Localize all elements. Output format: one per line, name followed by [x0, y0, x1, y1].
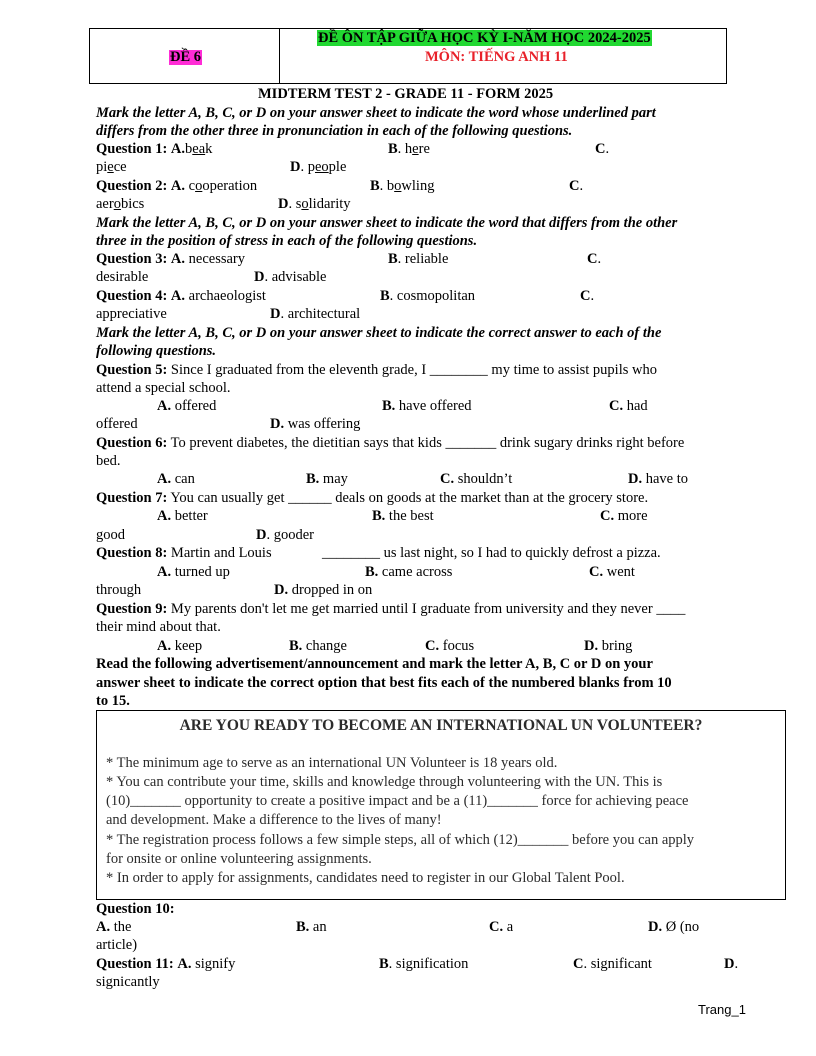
question-10-option-a[interactable]: A. the: [96, 919, 132, 935]
question-1-option-c-text: piece: [96, 159, 127, 175]
advertisement-line: and development. Make a difference to the lives of many!: [106, 812, 442, 828]
question-5-option-c-cont: offered: [96, 416, 138, 432]
question-label: Question 1:: [96, 141, 168, 157]
advertisement-box: [96, 710, 786, 900]
instruction-stress-line1: Mark the letter A, B, C, or D on your answer sheet to indicate the word that differs from the other: [96, 215, 678, 231]
question-5-stem: Question 5: Since I graduated from the eleventh grade, I ________ my time to assist pupils who: [96, 362, 657, 378]
question-9-stem-cont: their mind about that.: [96, 619, 221, 635]
advertisement-title: ARE YOU READY TO BECOME AN INTERNATIONAL UN VOLUNTEER?: [179, 717, 703, 734]
question-6-option-b[interactable]: B. may: [306, 471, 348, 487]
question-1-option-d[interactable]: D. people: [290, 159, 347, 175]
question-1-option-c-letter[interactable]: C.: [595, 141, 610, 157]
question-8-option-d[interactable]: D. dropped in on: [274, 582, 373, 598]
instruction-stress-line2: three in the position of stress in each of the following questions.: [96, 233, 478, 249]
question-2-option-c-letter[interactable]: C.: [569, 178, 584, 194]
question-6-option-c[interactable]: C. shouldn’t: [440, 471, 513, 487]
question-4-option-d[interactable]: D. architectural: [270, 306, 361, 322]
page-number: Trang_1: [698, 1002, 746, 1017]
question-9-option-d[interactable]: D. bring: [584, 638, 633, 654]
question-11-option-b[interactable]: B. signification: [379, 956, 469, 972]
question-3-line1: Question 3: A. necessary: [96, 251, 246, 267]
instruction-reading-line1: Read the following advertisement/announcement and mark the letter A, B, C or D on your: [96, 656, 653, 672]
question-3-option-c-text: desirable: [96, 269, 149, 285]
question-5-option-b[interactable]: B. have offered: [382, 398, 472, 414]
advertisement-line: * In order to apply for assignments, candidates need to register in our Global Talent Pool.: [106, 870, 625, 886]
instruction-correct-line1: Mark the letter A, B, C, or D on your answer sheet to indicate the correct answer to each of the: [96, 325, 662, 341]
question-11-line1: Question 11: A. signify: [96, 956, 236, 972]
question-7-option-b[interactable]: B. the best: [372, 508, 434, 524]
question-9-option-c[interactable]: C. focus: [425, 638, 475, 654]
question-2-line1: Question 2: A. cooperation: [96, 178, 258, 194]
header-divider: [279, 29, 280, 83]
exam-code-badge: ĐỀ 6: [170, 49, 202, 65]
question-10-option-c[interactable]: C. a: [489, 919, 514, 935]
question-9-option-b[interactable]: B. change: [289, 638, 347, 654]
question-6-option-a[interactable]: A. can: [157, 471, 195, 487]
question-9-option-a[interactable]: A. keep: [157, 638, 203, 654]
question-7-stem: Question 7: You can usually get ______ deals on goods at the market than at the grocery store.: [96, 490, 649, 506]
question-10-option-d-cont: article): [96, 937, 138, 953]
question-8-stem: Question 8: Martin and Louis: [96, 545, 272, 561]
question-10-option-d[interactable]: D. Ø (no: [648, 919, 700, 935]
question-7-option-c[interactable]: C. more: [600, 508, 648, 524]
question-4-option-b[interactable]: B. cosmopolitan: [380, 288, 476, 304]
question-5-stem-cont: attend a special school.: [96, 380, 231, 396]
question-9-stem: Question 9: My parents don't let me get married until I graduate from university and they never ____: [96, 601, 686, 617]
question-2-option-b[interactable]: B. bowling: [370, 178, 435, 194]
instruction-correct-line2: following questions.: [96, 343, 217, 359]
question-8-option-c[interactable]: C. went: [589, 564, 635, 580]
question-5-option-d[interactable]: D. was offering: [270, 416, 361, 432]
advertisement-line: (10)_______ opportunity to create a positive impact and be a (11)_______ force for achieving peace: [106, 793, 689, 809]
question-2-option-c-text: aerobics: [96, 196, 145, 212]
question-11-option-d-letter[interactable]: D.: [724, 956, 739, 972]
question-8-option-a[interactable]: A. turned up: [157, 564, 230, 580]
test-title: MIDTERM TEST 2 - GRADE 11 - FORM 2025: [258, 86, 554, 102]
advertisement-line: * The registration process follows a few simple steps, all of which (12)_______ before you can apply: [106, 832, 695, 848]
question-4-line1: Question 4: A. archaeologist: [96, 288, 266, 304]
question-1-line1: Question 1: A.beak: [96, 141, 213, 157]
question-8-option-b[interactable]: B. came across: [365, 564, 453, 580]
question-4-option-c-text: appreciative: [96, 306, 167, 322]
question-3-option-b[interactable]: B. reliable: [388, 251, 449, 267]
question-5-option-c[interactable]: C. had: [609, 398, 648, 414]
instruction-reading-line3: to 15.: [96, 693, 130, 709]
question-8-option-c-cont: through: [96, 582, 142, 598]
question-1-option-b[interactable]: B. here: [388, 141, 430, 157]
question-7-option-a[interactable]: A. better: [157, 508, 208, 524]
subject-title: MÔN: TIẾNG ANH 11: [425, 49, 568, 65]
exam-title: ĐỀ ÔN TẬP GIỮA HỌC KỲ I-NĂM HỌC 2024-2025: [318, 30, 651, 46]
question-4-option-c-letter[interactable]: C.: [580, 288, 595, 304]
question-label: Question 2:: [96, 178, 168, 194]
header-table: [89, 28, 727, 84]
question-8-stem-blank: ________ us last night, so I had to quickly defrost a pizza.: [322, 545, 661, 561]
instruction-pronunciation-line1: Mark the letter A, B, C, or D on your answer sheet to indicate the word whose underlined part: [96, 105, 656, 121]
advertisement-line: for onsite or online volunteering assignments.: [106, 851, 372, 867]
question-7-option-c-cont: good: [96, 527, 125, 543]
question-3-option-c-letter[interactable]: C.: [587, 251, 602, 267]
advertisement-line: * The minimum age to serve as an international UN Volunteer is 18 years old.: [106, 755, 558, 771]
question-2-option-d[interactable]: D. solidarity: [278, 196, 351, 212]
question-11-option-d-text: signicantly: [96, 974, 160, 990]
instruction-pronunciation-line2: differs from the other three in pronunciation in each of the following questions.: [96, 123, 573, 139]
question-6-option-d[interactable]: D. have to: [628, 471, 689, 487]
question-11-option-c[interactable]: C. significant: [573, 956, 652, 972]
question-5-option-a[interactable]: A. offered: [157, 398, 217, 414]
instruction-reading-line2: answer sheet to indicate the correct option that best fits each of the numbered blanks from 10: [96, 675, 672, 691]
question-7-option-d[interactable]: D. gooder: [256, 527, 314, 543]
question-3-option-d[interactable]: D. advisable: [254, 269, 327, 285]
question-6-stem-cont: bed.: [96, 453, 121, 469]
question-10-option-b[interactable]: B. an: [296, 919, 327, 935]
question-10-label: Question 10:: [96, 901, 175, 917]
question-6-stem: Question 6: To prevent diabetes, the dietitian says that kids _______ drink sugary drinks right before: [96, 435, 685, 451]
advertisement-line: * You can contribute your time, skills and knowledge through volunteering with the UN. This is: [106, 774, 663, 790]
